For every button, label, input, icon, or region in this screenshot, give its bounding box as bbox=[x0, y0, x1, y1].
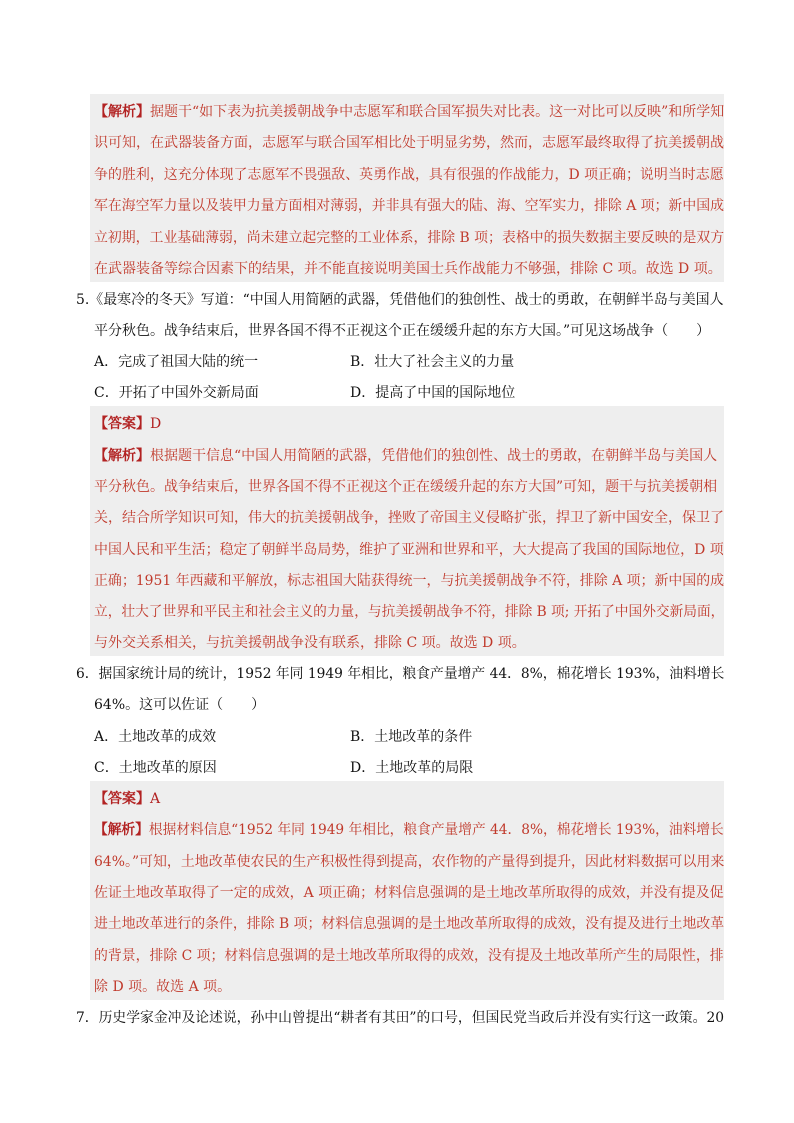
answer-line bbox=[94, 790, 160, 808]
analysis-line: 中国人民和平生活；稳定了朝鲜半岛局势，维护了亚洲和世界和平，大大提高了我国的国际地位，D 项 bbox=[94, 542, 724, 558]
option-b: B．土地改革的条件 bbox=[350, 729, 473, 745]
question-stem: 6．据国家统计局的统计，1952 年同 1949 年相比，粮食产量增产 44．8%，棉花增长 193%，油料增长 bbox=[76, 666, 725, 682]
analysis-line: 64%。”可知，土地改革使农民的生产积极性得到提高，农作物的产量得到提升，因此材料数据可以用来 bbox=[94, 854, 725, 870]
analysis-line: 与外交关系相关，与抗美援朝战争没有联系，排除 C 项。故选 D 项。 bbox=[94, 635, 526, 651]
answer-line bbox=[94, 415, 161, 433]
answer-value: D bbox=[150, 416, 162, 432]
answer-value: A bbox=[150, 791, 161, 807]
analysis-line: 除 D 项。故选 A 项。 bbox=[94, 979, 232, 995]
option-d: D．土地改革的局限 bbox=[350, 760, 474, 776]
analysis-line: 军在海空军力量以及装甲力量方面相对薄弱，并非具有强大的陆、海、空军实力，排除 A 项；新中国成 bbox=[94, 198, 724, 214]
analysis-line: 平分秋色。战争结束后，世界各国不得不正视这个正在缓缓升起的东方大国”可知，题干与抗美援朝相 bbox=[94, 479, 718, 495]
option-c: C．开拓了中国外交新局面 bbox=[94, 385, 259, 401]
analysis-tag: 【解析】 bbox=[94, 822, 149, 838]
answer-tag: 【答案】 bbox=[94, 416, 150, 432]
option-d: D．提高了中国的国际地位 bbox=[350, 385, 516, 401]
analysis-line: 【解析】根据材料信息“1952 年同 1949 年相比，粮食产量增产 44．8%，棉花增长 193%，油料增长 bbox=[94, 822, 724, 838]
question-stem: 64%。这可以佐证（ ） bbox=[94, 697, 266, 713]
option-a: A．完成了祖国大陆的统一 bbox=[94, 354, 259, 370]
analysis-line: 进土地改革进行的条件，排除 B 项；材料信息强调的是土地改革所取得的成效，没有提及进行土地改革 bbox=[94, 916, 725, 932]
analysis-line: 在武器装备等综合因素下的结果，并不能直接说明美国士兵作战能力不够强，排除 C 项。故选 D 项。 bbox=[94, 261, 722, 277]
analysis-line: 正确；1951 年西藏和平解放，标志祖国大陆获得统一，与抗美援朝战争不符，排除 A 项；新中国的成 bbox=[94, 573, 725, 589]
question-stem: 5.《最寒冷的冬天》写道：“中国人用简陋的武器，凭借他们的独创性、战士的勇敢，在朝鲜半岛与美国人 bbox=[76, 292, 724, 308]
analysis-line: 识可知，在武器装备方面，志愿军与联合国军相比处于明显劣势，然而，志愿军最终取得了抗美援朝战 bbox=[94, 135, 724, 151]
analysis-tag: 【解析】 bbox=[94, 104, 150, 120]
answer-tag: 【答案】 bbox=[94, 791, 150, 807]
analysis-line: 关，结合所学知识可知，伟大的抗美援朝战争，挫败了帝国主义侵略扩张，捍卫了新中国安全，保卫了 bbox=[94, 510, 724, 526]
question-stem: 7．历史学家金冲及论述说，孙中山曾提出“耕者有其田”的口号，但国民党当政后并没有实行这一政策。20 bbox=[76, 1010, 725, 1026]
analysis-tag: 【解析】 bbox=[94, 448, 150, 464]
option-c: C．土地改革的原因 bbox=[94, 760, 217, 776]
option-b: B．壮大了社会主义的力量 bbox=[350, 354, 515, 370]
option-a: A．土地改革的成效 bbox=[94, 729, 217, 745]
analysis-line: 【解析】据题干“如下表为抗美援朝战争中志愿军和联合国军损失对比表。这一对比可以反映”和所学知 bbox=[94, 104, 725, 120]
analysis-line: 争的胜利，这充分体现了志愿军不畏强敌、英勇作战，具有很强的作战能力，D 项正确；说明当时志愿 bbox=[94, 167, 724, 183]
question-stem: 平分秋色。战争结束后，世界各国不得不正视这个正在缓缓升起的东方大国。”可见这场战争（ ） bbox=[94, 323, 711, 339]
analysis-line: 立，壮大了世界和平民主和社会主义的力量，与抗美援朝战争不符，排除 B 项; 开拓了中国外交新局面， bbox=[94, 604, 725, 620]
analysis-line: 【解析】根据题干信息“中国人用简陋的武器，凭借他们的独创性、战士的勇敢，在朝鲜半岛与美国人 bbox=[94, 448, 718, 464]
analysis-line: 佐证土地改革取得了一定的成效，A 项正确；材料信息强调的是土地改革所取得的成效，并没有提及促 bbox=[94, 885, 724, 901]
analysis-shade bbox=[90, 94, 724, 282]
analysis-line: 的背景，排除 C 项；材料信息强调的是土地改革所取得的成效，没有提及土地改革所产生的局限性，排 bbox=[94, 948, 724, 964]
analysis-line: 立初期，工业基础薄弱，尚未建立起完整的工业体系，排除 B 项；表格中的损失数据主要反映的是双方 bbox=[94, 230, 725, 246]
